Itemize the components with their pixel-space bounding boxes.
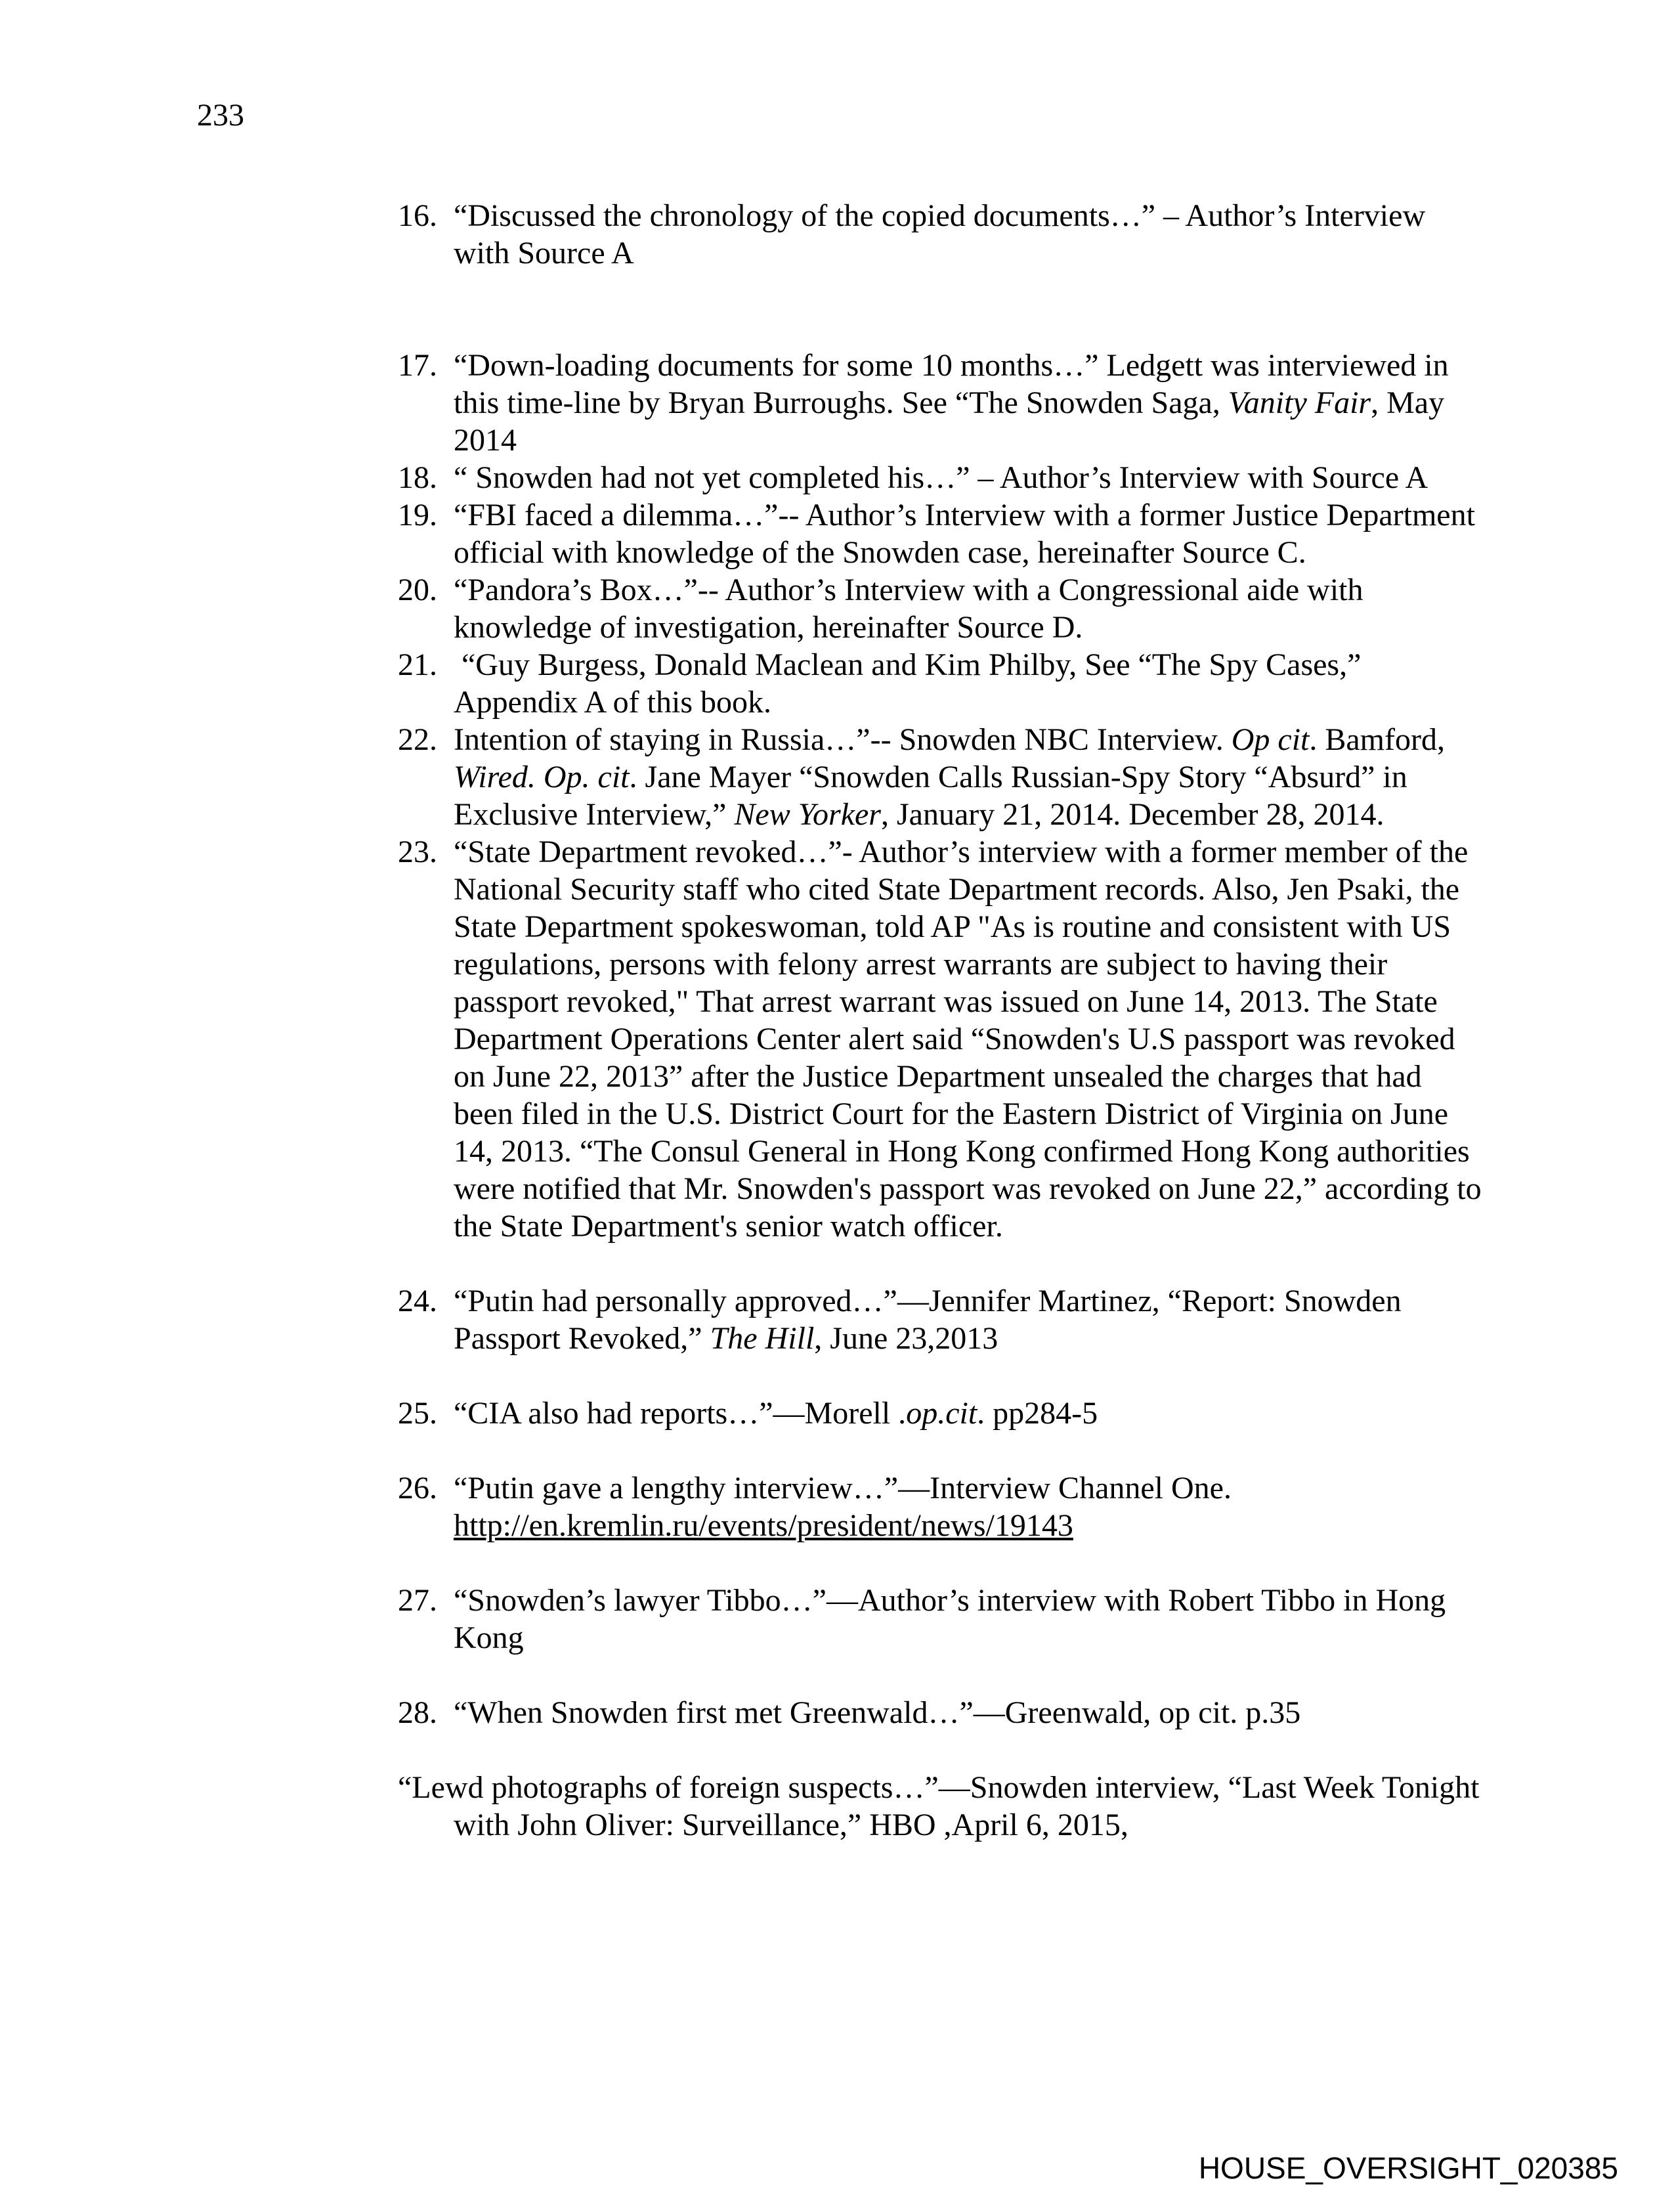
page-number: 233 xyxy=(197,98,244,133)
endnote-26 xyxy=(398,1469,1488,1544)
citation-url: http://en.kremlin.ru/events/president/news/19143 xyxy=(454,1508,1073,1543)
bates-stamp: HOUSE_OVERSIGHT_020385 xyxy=(1198,2151,1618,2185)
endnotes-list xyxy=(398,197,1488,1844)
endnote-18 xyxy=(398,459,1488,496)
endnote-text: “Lewd photographs of foreign suspects…”—Snowden interview, “Last Week Tonight with John Oliver: Surveillance,” HBO ,April 6, 2015, xyxy=(398,1770,1480,1842)
endnote-27 xyxy=(398,1582,1488,1657)
endnote-text: “Putin gave a lengthy interview…”—Interview Channel One. http://en.kremlin.ru/events/president/news/19143 xyxy=(454,1471,1232,1543)
endnote-23 xyxy=(398,833,1488,1245)
endnote-text: “Putin had personally approved…”—Jennifer Martinez, “Report: Snowden Passport Revoked,” The Hill, June 23,2013 xyxy=(454,1284,1402,1356)
endnote-19 xyxy=(398,496,1488,571)
endnote-text: “Pandora’s Box…”-- Author’s Interview with a Congressional aide with knowledge of investigation, hereinafter Source D. xyxy=(454,573,1363,645)
endnote-number: 25. xyxy=(398,1396,437,1431)
endnote-text: “Snowden’s lawyer Tibbo…”—Author’s interview with Robert Tibbo in Hong Kong xyxy=(454,1583,1446,1655)
endnote-number: 19. xyxy=(398,498,437,532)
endnote-number: 27. xyxy=(398,1583,437,1618)
endnote-number: 17. xyxy=(398,348,437,383)
endnote-20 xyxy=(398,571,1488,646)
endnote-number: 26. xyxy=(398,1471,437,1506)
endnote-21 xyxy=(398,646,1488,721)
endnote-22 xyxy=(398,721,1488,833)
endnote-number: 23. xyxy=(398,835,437,869)
endnote-text: “FBI faced a dilemma…”-- Author’s Interview with a former Justice Department official with knowledge of the Snowden case, hereinafter Source C. xyxy=(454,498,1475,570)
endnote-text: “ Snowden had not yet completed his…” – Author’s Interview with Source A xyxy=(454,460,1428,495)
endnote-16 xyxy=(398,197,1488,272)
endnote-text: “Discussed the chronology of the copied documents…” – Author’s Interview with Source A xyxy=(454,198,1426,271)
endnote-number: 18. xyxy=(398,460,437,495)
endnote-text: “When Snowden first met Greenwald…”—Greenwald, op cit. p.35 xyxy=(454,1695,1301,1730)
endnote-text: “Guy Burgess, Donald Maclean and Kim Philby, See “The Spy Cases,” Appendix A of this book. xyxy=(454,647,1362,720)
endnote-text: “CIA also had reports…”—Morell .op.cit. pp284-5 xyxy=(454,1396,1098,1431)
endnote-number: 16. xyxy=(398,198,437,233)
endnote-24 xyxy=(398,1282,1488,1357)
endnote-number: 21. xyxy=(398,647,437,682)
endnote-17 xyxy=(398,347,1488,459)
endnote-25 xyxy=(398,1395,1488,1432)
endnote-28 xyxy=(398,1694,1488,1731)
endnote-text: “State Department revoked…”- Author’s interview with a former member of the National Security staff who cited State Department records. Also, Jen Psaki, the State Department spokeswoman, told AP "As is routine and consistent with US regulations, persons with felony arrest warrants are subject to having their passport revoked," That arrest warrant was issued on June 14, 2013. The State Department Operations Center alert said “Snowden's U.S passport was revoked on June 22, 2013” after the Justice Department unsealed the charges that had been filed in the U.S. District Court for the Eastern District of Virginia on June 14, 2013. “The Consul General in Hong Kong confirmed Hong Kong authorities were notified that Mr. Snowden's passport was revoked on June 22,” according to the State Department's senior watch officer. xyxy=(454,835,1482,1244)
endnote-text: “Down-loading documents for some 10 months…” Ledgett was interviewed in this time-line by Bryan Burroughs. See “The Snowden Saga, Vanity Fair, May 2014 xyxy=(454,348,1449,458)
endnote-number: 20. xyxy=(398,573,437,607)
endnote-text: Intention of staying in Russia…”-- Snowden NBC Interview. Op cit. Bamford, Wired. Op. cit. Jane Mayer “Snowden Calls Russian-Spy Story “Absurd” in Exclusive Interview,” New Yorker, January 21, 2014. December 28, 2014. xyxy=(454,722,1445,832)
endnote-unnumbered xyxy=(398,1769,1488,1844)
endnote-number: 28. xyxy=(398,1695,437,1730)
endnote-number: 24. xyxy=(398,1284,437,1318)
endnote-number: 22. xyxy=(398,722,437,757)
